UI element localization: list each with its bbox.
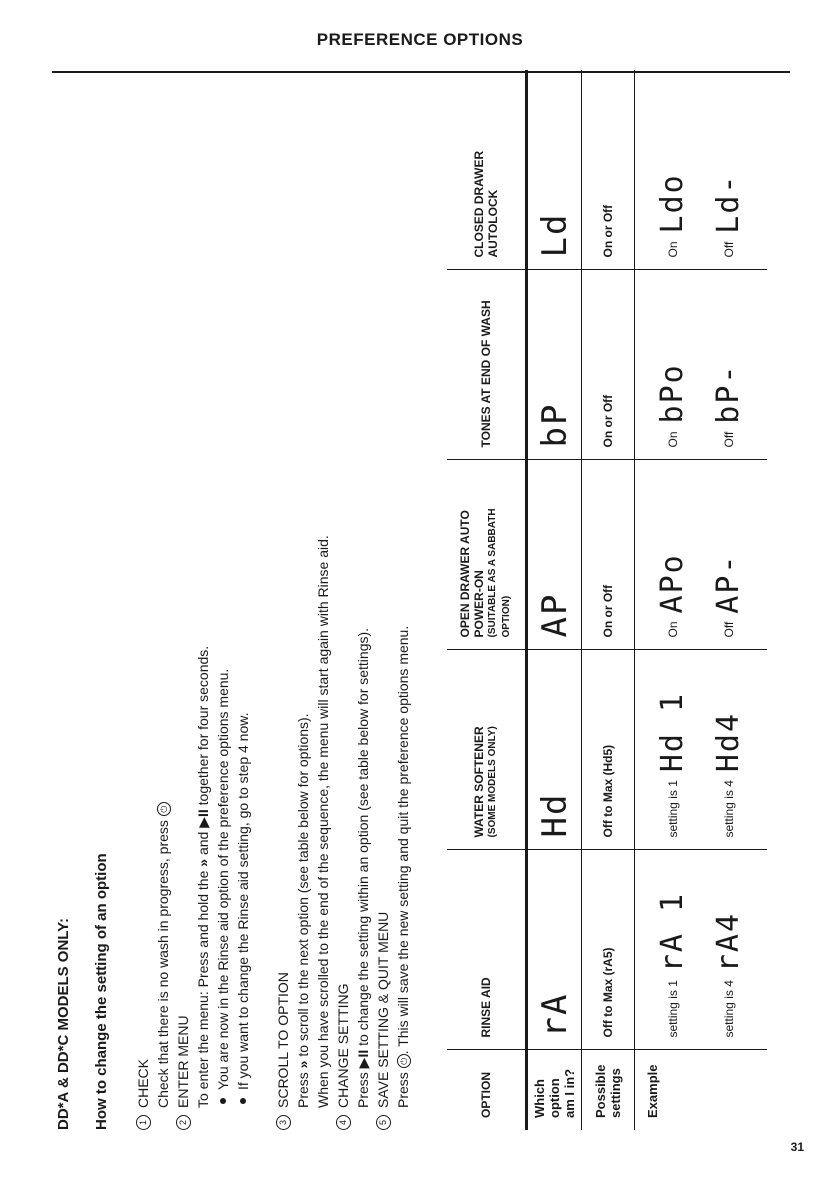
howto-title: How to change the setting of an option: [93, 853, 110, 1130]
table-row: [635, 70, 768, 1130]
table-row: [527, 70, 582, 1130]
power-icon: ⏻: [157, 802, 171, 816]
forward-icon: »: [195, 858, 211, 867]
page-title: PREFERENCE OPTIONS: [316, 30, 524, 49]
forward-icon: »: [295, 1060, 311, 1069]
row-label: Which option am I in?: [527, 1050, 582, 1130]
lcd-code: bP-: [711, 363, 746, 424]
bullet-list: [213, 70, 253, 1108]
lcd-code: Ld: [527, 70, 582, 270]
step-number: 2: [176, 1115, 191, 1130]
step-change: [333, 70, 373, 1130]
example-label: setting is 1: [666, 980, 680, 1038]
lcd-code: rA4: [711, 911, 746, 973]
lcd-code: Hd 1: [655, 691, 690, 773]
step-text-part: Press: [395, 1072, 411, 1108]
play-pause-icon: ▶II: [355, 1049, 371, 1069]
column-header-closed-drawer: CLOSED DRAWER AUTOLOCK: [447, 70, 527, 270]
example-line: [645, 283, 701, 448]
power-icon: ⏻: [397, 1054, 411, 1068]
lcd-code: Ld-: [711, 173, 746, 234]
table-cell: On or Off: [582, 270, 635, 460]
header-label: WATER SOFTENER: [472, 726, 486, 838]
column-header-tones: TONES AT END OF WASH: [447, 270, 527, 460]
example-line: [701, 663, 757, 838]
table-cell: [635, 650, 768, 850]
step-title: SAVE SETTING & QUIT MENU: [375, 911, 391, 1108]
step-text-part: Press: [295, 1072, 311, 1108]
step-title: CHANGE SETTING: [335, 983, 351, 1108]
rotated-content: [55, 70, 775, 1130]
column-header-option: OPTION: [447, 1050, 527, 1130]
bullet-item: You are now in the Rinse aid option of the preference options menu.: [213, 70, 233, 1090]
step-text-part: Press: [355, 1072, 371, 1108]
example-label: setting is 4: [722, 780, 736, 838]
step-number: 3: [276, 1115, 291, 1130]
step-save: [373, 70, 413, 1130]
table-cell: On or Off: [582, 460, 635, 650]
lcd-code: Hd: [527, 650, 582, 850]
example-label: Off: [722, 431, 736, 448]
step-text-part: and: [195, 831, 211, 856]
step-text: When you have scrolled to the end of the sequence, the menu will start again with Rinse aid.: [315, 535, 331, 1108]
instruction-steps: [133, 70, 413, 1130]
models-title: DD*A & DD*C MODELS ONLY:: [55, 918, 72, 1130]
table-cell: [635, 850, 768, 1050]
lcd-code: bP: [527, 270, 582, 460]
row-label: Possible settings: [582, 1050, 635, 1130]
column-header-rinse-aid: RINSE AID: [447, 850, 527, 1050]
table-cell: On or Off: [582, 70, 635, 270]
example-label: Off: [722, 241, 736, 258]
lcd-code: rA 1: [655, 891, 690, 973]
step-text: [193, 70, 213, 1108]
step-scroll: [273, 70, 333, 1130]
lcd-code: AP: [527, 460, 582, 650]
step-text-part: Check that there is no wash in progress, press: [155, 820, 171, 1108]
lcd-code: AP-: [711, 553, 746, 614]
bullet-item: If you want to change the Rinse aid setting, go to step 4 now.: [233, 70, 253, 1090]
step-text: [393, 70, 413, 1108]
step-number: 4: [336, 1115, 351, 1130]
step-text-part: together for four seconds.: [195, 645, 211, 806]
example-label: setting is 1: [666, 780, 680, 838]
lcd-code: bPo: [655, 363, 690, 424]
example-line: [645, 82, 701, 258]
header-sublabel: (SUITABLE AS A SABBATH OPTION): [487, 508, 512, 638]
step-text: [153, 70, 173, 1108]
table-cell: [635, 460, 768, 650]
example-label: On: [666, 431, 680, 448]
step-check: [133, 70, 173, 1130]
step-number: 5: [376, 1115, 391, 1130]
column-header-water-softener: [447, 650, 527, 850]
step-text-part: To enter the menu: Press and hold the: [195, 870, 211, 1108]
example-label: On: [666, 621, 680, 638]
step-text: [293, 70, 313, 1108]
step-title: ENTER MENU: [175, 1015, 191, 1108]
step-title: SCROLL TO OPTION: [275, 972, 291, 1108]
lcd-code: Hd4: [711, 711, 746, 773]
page-number: 31: [790, 1140, 804, 1154]
header-label: OPEN DRAWER AUTO POWER-ON: [458, 510, 486, 638]
preference-options-table: [447, 70, 767, 1130]
step-text-part: . This will save the new setting and quit the preference options menu.: [395, 625, 411, 1055]
row-label: Example: [645, 1064, 660, 1118]
example-label: On: [666, 241, 680, 258]
step-text: [353, 70, 373, 1108]
lcd-code: Ldo: [655, 173, 690, 234]
step-number: 1: [136, 1115, 151, 1130]
example-line: [701, 82, 757, 258]
example-line: [645, 473, 701, 638]
play-pause-icon: ▶II: [195, 809, 211, 828]
table-row: [582, 70, 635, 1130]
example-label: Off: [722, 621, 736, 638]
step-title: CHECK: [135, 1058, 151, 1108]
example-line: [701, 863, 757, 1038]
step-enter-menu: [173, 70, 253, 1130]
example-label: setting is 4: [722, 980, 736, 1038]
header-sublabel: (SOME MODELS ONLY): [487, 726, 498, 838]
step-text-part: to scroll to the next option (see table below for options).: [295, 713, 311, 1057]
step-text-part: to change the setting within an option (see table below for settings).: [355, 627, 371, 1046]
example-line: [645, 863, 701, 1038]
lcd-code: APo: [655, 553, 690, 614]
table-header-row: [447, 70, 527, 1130]
lcd-code: rA: [527, 850, 582, 1050]
column-header-open-drawer: [447, 460, 527, 650]
example-line: [701, 473, 757, 638]
example-line: [645, 663, 701, 838]
table-cell: [635, 70, 768, 270]
table-cell: [635, 270, 768, 460]
table-cell: Off to Max (rA5): [582, 850, 635, 1050]
example-line: [701, 283, 757, 448]
table-cell: Off to Max (Hd5): [582, 650, 635, 850]
